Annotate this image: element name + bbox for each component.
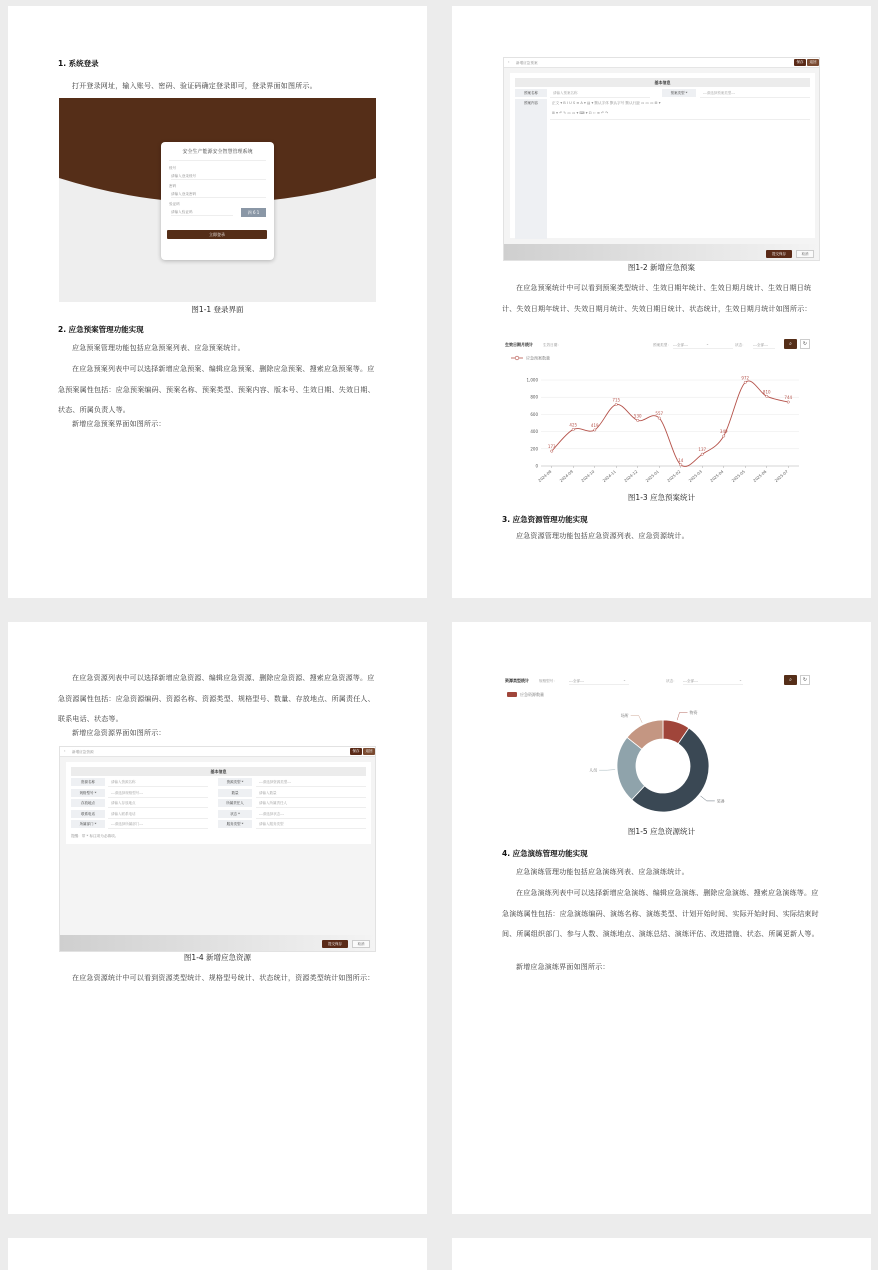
plan-form-section-title: 基本信息 xyxy=(515,78,810,87)
login-title: 安全生产能源安全智慧管理系统 xyxy=(182,149,253,155)
x-tick-label: 2025-05 xyxy=(730,468,746,483)
resource-form-section-title: 基本信息 xyxy=(71,767,366,776)
resource-list-paragraph: 在应急资源列表中可以选择新增应急资源、编辑应急资源、删除应急资源、搜索应急资源等。应急资源属性包括：应急资源编码、资源名称、资源类型、规格型号、数量、存放地点、所属责任人、联系电话、状态等。 xyxy=(58,674,375,723)
section-4-note: 新增应急演练界面如图所示： xyxy=(516,963,610,971)
plan-type-select[interactable]: ---请选择预案类型--- xyxy=(700,89,810,98)
y-tick-label: 200 xyxy=(530,446,538,452)
plan-filter-type-label: 预案类型： xyxy=(653,343,671,347)
data-point[interactable] xyxy=(787,401,789,403)
login-button[interactable]: 立即登录 xyxy=(167,230,267,239)
resource-field-label: 状态 * xyxy=(218,810,252,818)
resource-field-label: 数量 xyxy=(218,789,252,797)
search-icon[interactable]: ⌕ xyxy=(784,339,797,349)
section-3-intro: 应急资源管理功能包括应急资源列表、应急资源统计。 xyxy=(516,532,689,540)
plan-name-input[interactable]: 请输入预案名称 xyxy=(550,89,650,98)
resource-field-input[interactable]: ---请选择资源类型--- xyxy=(256,778,366,787)
plan-form-panel xyxy=(510,73,815,238)
slice-label-leader xyxy=(599,770,615,771)
data-point[interactable] xyxy=(701,453,703,455)
resource-field-label: 联系电话 xyxy=(71,810,105,818)
plan-form-breadcrumb: 新增应急预案 xyxy=(516,61,538,65)
chart-legend xyxy=(511,355,550,361)
plan-filter-date-label: 生效日期： xyxy=(543,343,561,347)
y-tick-label: 0 xyxy=(535,463,538,469)
resource-filter-spec-label: 规格型号： xyxy=(539,679,557,683)
x-tick-label: 2025-02 xyxy=(666,468,682,483)
section-3-heading: 3. 应急资源管理功能实现 xyxy=(502,515,588,524)
document-page-5 xyxy=(8,1238,427,1270)
y-tick-label: 1,000 xyxy=(526,377,538,383)
slice-label-leader xyxy=(631,716,642,723)
plan-back-button[interactable]: 返回 xyxy=(807,59,819,66)
resource-chart-title: 资源类型统计 xyxy=(505,678,529,683)
resource-field-label: 规格型号 * xyxy=(71,789,105,797)
plan-form-footer xyxy=(504,244,820,261)
resource-field-input[interactable]: ---请选择规格型号--- xyxy=(108,789,208,798)
section-2-paragraph: 在应急预案列表中可以选择新增应急预案、编辑应急预案、删除应急预案、搜索应急预案等。应急预案属性包括：应急预案编码、预案名称、预案类型、预案内容、版本号、生效日期、失效日期、状态、所属负责人等。 xyxy=(58,365,375,414)
login-divider xyxy=(169,160,266,161)
legend-label: 应急资源数量 xyxy=(520,692,544,697)
section-2-intro: 应急预案管理功能包括应急预案列表、应急预案统计。 xyxy=(72,344,245,352)
data-point[interactable] xyxy=(680,464,682,466)
x-tick-label: 2024-10 xyxy=(580,468,596,483)
legend-label: 应急预案数量 xyxy=(526,355,550,361)
section-4-paragraph: 在应急演练列表中可以选择新增应急演练、编辑应急演练、删除应急演练、搜索应急演练等。应急演练属性包括：应急演练编码、演练名称、演练类型、计划开始时间、实际开始时间、实际结束时间、所属组织部门、参与人数、演练地点、演练总结、演练评估、改进措施、状态、所属更新人等。 xyxy=(502,889,819,938)
data-point[interactable] xyxy=(637,419,639,421)
resource-filter-status-select[interactable]: ---全部--- xyxy=(683,679,743,685)
resource-field-input[interactable]: 请输入服务类型 xyxy=(256,820,366,829)
x-tick-label: 2025-06 xyxy=(752,468,768,483)
data-label: 810 xyxy=(762,389,771,395)
plan-save-button[interactable]: 保存 xyxy=(794,59,806,66)
chevron-down-icon: ⌄ xyxy=(706,342,710,346)
captcha-input[interactable]: 请输入验证码 xyxy=(171,210,233,216)
data-label: 744 xyxy=(784,395,793,401)
figure-3-caption: 图1-3 应急预案统计 xyxy=(627,493,696,502)
slice-label: 人员 xyxy=(589,767,598,773)
account-input[interactable]: 请输入登录账号 xyxy=(171,174,266,180)
plan-stats-chart-panel xyxy=(503,336,820,494)
section-2-note: 新增应急预案界面如图所示： xyxy=(72,420,166,428)
resource-form-breadcrumb: 新增应急资源 xyxy=(72,750,94,754)
data-label: 425 xyxy=(569,422,578,428)
resource-form-note: 提醒：带 * 标注项为必填项。 xyxy=(71,834,119,838)
resource-filter-status-label: 状态： xyxy=(666,679,677,683)
slice-label: 场所 xyxy=(620,713,629,719)
resource-form-topbar xyxy=(60,747,376,757)
x-tick-label: 2024-08 xyxy=(537,468,553,483)
plan-filter-type-select[interactable]: ---全部--- xyxy=(673,343,733,349)
back-arrow-icon[interactable]: ‹ xyxy=(64,749,66,753)
data-point[interactable] xyxy=(723,435,725,437)
data-point[interactable] xyxy=(551,450,553,452)
data-label: 14 xyxy=(678,457,684,463)
figure-1-caption: 图1-1 登录界面 xyxy=(191,305,244,314)
data-point[interactable] xyxy=(572,428,574,430)
search-icon[interactable]: ⌕ xyxy=(784,675,797,685)
data-label: 137 xyxy=(698,447,707,453)
data-point[interactable] xyxy=(766,395,768,397)
section-4-intro: 应急演练管理功能包括应急演练列表、应急演练统计。 xyxy=(516,868,689,876)
resource-field-input[interactable]: ---请选择状态--- xyxy=(256,810,366,819)
document-page-2 xyxy=(452,6,871,598)
figure-5-caption: 图1-5 应急资源统计 xyxy=(627,827,696,836)
x-tick-label: 2025-03 xyxy=(687,468,703,483)
resource-form-screenshot xyxy=(59,746,376,952)
plan-filter-status-select[interactable]: ---全部--- xyxy=(753,343,775,349)
section-1-heading: 1. 系统登录 xyxy=(58,59,99,68)
section-4-heading: 4. 应急演练管理功能实现 xyxy=(502,849,588,858)
captcha-image[interactable]: 四 6 1 xyxy=(241,208,266,217)
data-point[interactable] xyxy=(594,429,596,431)
plan-form-topbar xyxy=(504,58,820,68)
y-tick-label: 400 xyxy=(530,429,538,435)
back-arrow-icon[interactable]: ‹ xyxy=(508,60,510,64)
data-label: 557 xyxy=(655,411,664,417)
resource-field-input[interactable]: 请输入资源名称 xyxy=(108,778,208,787)
plan-content-label: 预案内容 xyxy=(515,99,547,239)
x-tick-label: 2025-04 xyxy=(709,468,725,483)
data-point[interactable] xyxy=(615,403,617,405)
data-label: 715 xyxy=(612,397,621,403)
plan-cancel-button[interactable]: 取消 xyxy=(796,250,814,258)
figure-4-caption: 图1-4 新增应急资源 xyxy=(183,953,252,962)
resource-form-footer xyxy=(60,935,376,952)
x-tick-label: 2024-11 xyxy=(601,468,617,483)
plan-stats-paragraph: 在应急预案统计中可以看到预案类型统计、生效日期年统计、生效日期月统计、生效日期日统计、失效日期年统计、失效日期月统计、失效日期日统计、状态统计，生效日期月统计如图所示： xyxy=(502,284,812,313)
y-tick-label: 800 xyxy=(530,394,538,400)
editor-divider xyxy=(550,119,810,120)
resource-field-input[interactable]: ---请选择所属部门--- xyxy=(108,820,208,829)
resource-field-label: 资源名称 xyxy=(71,778,105,786)
login-screenshot xyxy=(59,98,376,302)
document-page-4 xyxy=(452,622,871,1214)
x-tick-label: 2025-01 xyxy=(644,468,660,483)
password-input[interactable]: 请输入登录密码 xyxy=(171,192,266,198)
refresh-icon[interactable]: ↻ xyxy=(800,675,810,685)
editor-toolbar-row-2[interactable]: ⊞ ▾ ↶ ✎ ▭ ▭ ▾ ⌨ ▾ ⊡ ‹› ≡ ↶ ↷ xyxy=(552,111,609,115)
resource-submit-button[interactable]: 提交保存 xyxy=(322,940,348,948)
document-page-6 xyxy=(452,1238,871,1270)
login-card xyxy=(161,142,274,260)
account-label: 账号 xyxy=(169,166,177,170)
chart-legend xyxy=(507,691,544,697)
section-1-text: 打开登录网址，输入账号、密码、验证码确定登录即可，登录界面如图所示。 xyxy=(72,82,317,90)
resource-field-label: 所属部门 * xyxy=(71,820,105,828)
resource-field-input[interactable]: 请输入存放地点 xyxy=(108,799,208,808)
resource-field-label: 服务类型 * xyxy=(218,820,252,828)
slice-label: 物资 xyxy=(689,709,698,715)
resource-field-input[interactable]: 请输入所属责任人 xyxy=(256,799,366,808)
document-page-3 xyxy=(8,622,427,1214)
y-tick-label: 600 xyxy=(530,411,538,417)
plan-submit-button[interactable]: 提交保存 xyxy=(766,250,792,258)
resource-form-panel xyxy=(66,762,371,844)
resource-field-input[interactable]: 请输入联系电话 xyxy=(108,810,208,819)
plan-chart-title: 生效日期月统计 xyxy=(505,342,533,347)
resource-filter-spec-select[interactable]: ---全部--- xyxy=(569,679,629,685)
x-tick-label: 2024-12 xyxy=(623,468,639,483)
x-tick-label: 2024-09 xyxy=(558,468,574,483)
resource-save-button[interactable]: 保存 xyxy=(350,748,362,755)
data-point[interactable] xyxy=(658,417,660,419)
figure-2-caption: 图1-2 新增应急预案 xyxy=(627,263,696,272)
refresh-icon[interactable]: ↻ xyxy=(800,339,810,349)
resource-back-button[interactable]: 返回 xyxy=(363,748,375,755)
resource-stats-paragraph: 在应急资源统计中可以看到资源类型统计、规格型号统计、状态统计，资源类型统计如图所示： xyxy=(72,974,375,982)
slice-label: 装备 xyxy=(716,798,725,804)
chevron-down-icon: ⌄ xyxy=(623,678,627,682)
resource-field-label: 所属责任人 xyxy=(218,799,252,807)
chevron-down-icon: ⌄ xyxy=(739,678,743,682)
resource-field-label: 资源类型 * xyxy=(218,778,252,786)
resource-field-input[interactable]: 请输入数量 xyxy=(256,789,366,798)
slice-label-leader xyxy=(701,796,715,801)
data-label: 972 xyxy=(741,375,750,381)
data-label: 173 xyxy=(547,444,556,450)
resource-stats-chart-panel xyxy=(503,672,820,822)
resource-donut-chart xyxy=(503,690,820,822)
plan-line-chart xyxy=(503,354,820,494)
data-label: 530 xyxy=(633,413,642,419)
resource-cancel-button[interactable]: 取消 xyxy=(352,940,370,948)
x-tick-label: 2025-07 xyxy=(773,468,789,483)
editor-toolbar-row-1[interactable]: 正文 ▾ B I U S ≡ A ▾ ▤ ▾ 默认字体 默认字号 默认行距 ▭ ▭ ▭ ⊞ ▾ xyxy=(552,101,661,105)
series-line xyxy=(552,381,789,467)
plan-form-screenshot xyxy=(503,57,820,261)
legend-point-marker xyxy=(515,356,519,360)
plan-filter-status-label: 状态： xyxy=(735,343,746,347)
plan-type-label: 预案类型 * xyxy=(662,89,696,97)
data-point[interactable] xyxy=(744,381,746,383)
data-label: 419 xyxy=(590,422,599,428)
captcha-label: 验证码 xyxy=(169,202,180,206)
section-2-heading: 2. 应急预案管理功能实现 xyxy=(58,325,144,334)
slice-label-leader xyxy=(677,712,687,720)
password-label: 密码 xyxy=(169,184,177,188)
legend-swatch xyxy=(507,692,517,697)
data-label: 349 xyxy=(719,428,728,434)
resource-list-note: 新增应急资源界面如图所示： xyxy=(72,729,166,737)
resource-field-label: 存放地点 xyxy=(71,799,105,807)
plan-name-label: 预案名称 xyxy=(515,89,547,97)
document-page-1 xyxy=(8,6,427,598)
